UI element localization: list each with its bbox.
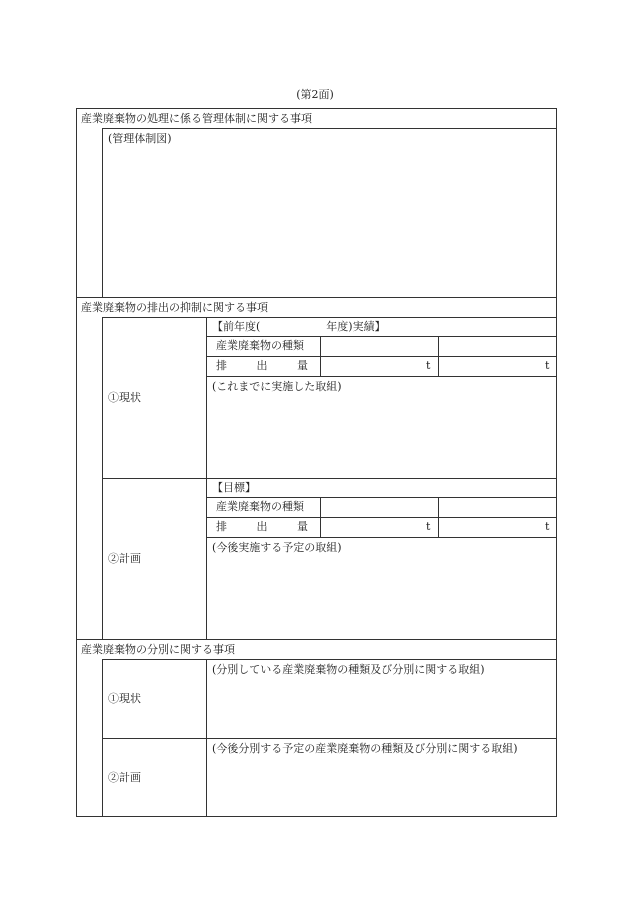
- separation-current-notes-label: (分別している産業廃棄物の種類及び分別に関する取組): [212, 663, 485, 676]
- section-divider: [76, 297, 557, 298]
- separation-plan-notes-label: (今後分別する予定の産業廃棄物の種類及び分別に関する取組): [212, 742, 518, 755]
- reduction-current-label: ①現状: [108, 391, 141, 404]
- section-reduction-title: 産業廃棄物の排出の抑制に関する事項: [81, 301, 268, 314]
- waste-type-cell-plan-1[interactable]: [320, 497, 438, 517]
- separation-plan-label: ②計画: [108, 771, 141, 784]
- unit-label: t: [426, 520, 431, 533]
- emission-amount-label-plan: [216, 520, 308, 534]
- unit-label: t: [426, 359, 431, 372]
- emission-amount-cell-current-2[interactable]: [438, 356, 557, 376]
- emission-amount-cell-plan-1[interactable]: [320, 517, 438, 537]
- past-initiatives-area[interactable]: [206, 376, 557, 478]
- planned-initiatives-area[interactable]: [206, 537, 557, 639]
- past-initiatives-label: (これまでに実施した取組): [212, 380, 342, 393]
- emission-amount-cell-plan-2[interactable]: [438, 517, 557, 537]
- label-char: 出: [256, 359, 268, 372]
- unit-label: t: [545, 359, 550, 372]
- subsection-divider: [102, 478, 557, 479]
- emission-amount-cell-current-1[interactable]: [320, 356, 438, 376]
- management-diagram-label: (管理体制図): [108, 132, 172, 145]
- label-char: 排: [216, 520, 227, 533]
- waste-type-cell-current-2[interactable]: [438, 336, 557, 356]
- label-char: 出: [256, 520, 268, 533]
- reduction-plan-header: 【目標】: [212, 481, 256, 494]
- reduction-plan-label: ②計画: [108, 552, 141, 565]
- waste-type-label-current: 産業廃棄物の種類: [216, 339, 304, 352]
- reduction-top-border: [102, 317, 557, 318]
- reduction-current-header: 【前年度( 年度)実績】: [212, 320, 386, 333]
- separation-current-label: ①現状: [108, 692, 141, 705]
- unit-label: t: [545, 520, 550, 533]
- page-number-label: (第2面): [296, 88, 334, 101]
- section-divider: [76, 639, 557, 640]
- label-char: 量: [297, 520, 308, 533]
- label-char: 排: [216, 359, 227, 372]
- separation-plan-area[interactable]: [206, 738, 557, 817]
- waste-type-label-plan: 産業廃棄物の種類: [216, 500, 304, 513]
- section-separation-title: 産業廃棄物の分別に関する事項: [81, 643, 235, 656]
- label-char: 量: [297, 359, 308, 372]
- waste-type-cell-current-1[interactable]: [320, 336, 438, 356]
- planned-initiatives-label: (今後実施する予定の取組): [212, 541, 342, 554]
- waste-type-cell-plan-2[interactable]: [438, 497, 557, 517]
- section-management-title: 産業廃棄物の処理に係る管理体制に関する事項: [81, 112, 312, 125]
- emission-amount-label-current: [216, 359, 308, 373]
- management-diagram-box[interactable]: [102, 128, 557, 298]
- separation-current-area[interactable]: [206, 659, 557, 738]
